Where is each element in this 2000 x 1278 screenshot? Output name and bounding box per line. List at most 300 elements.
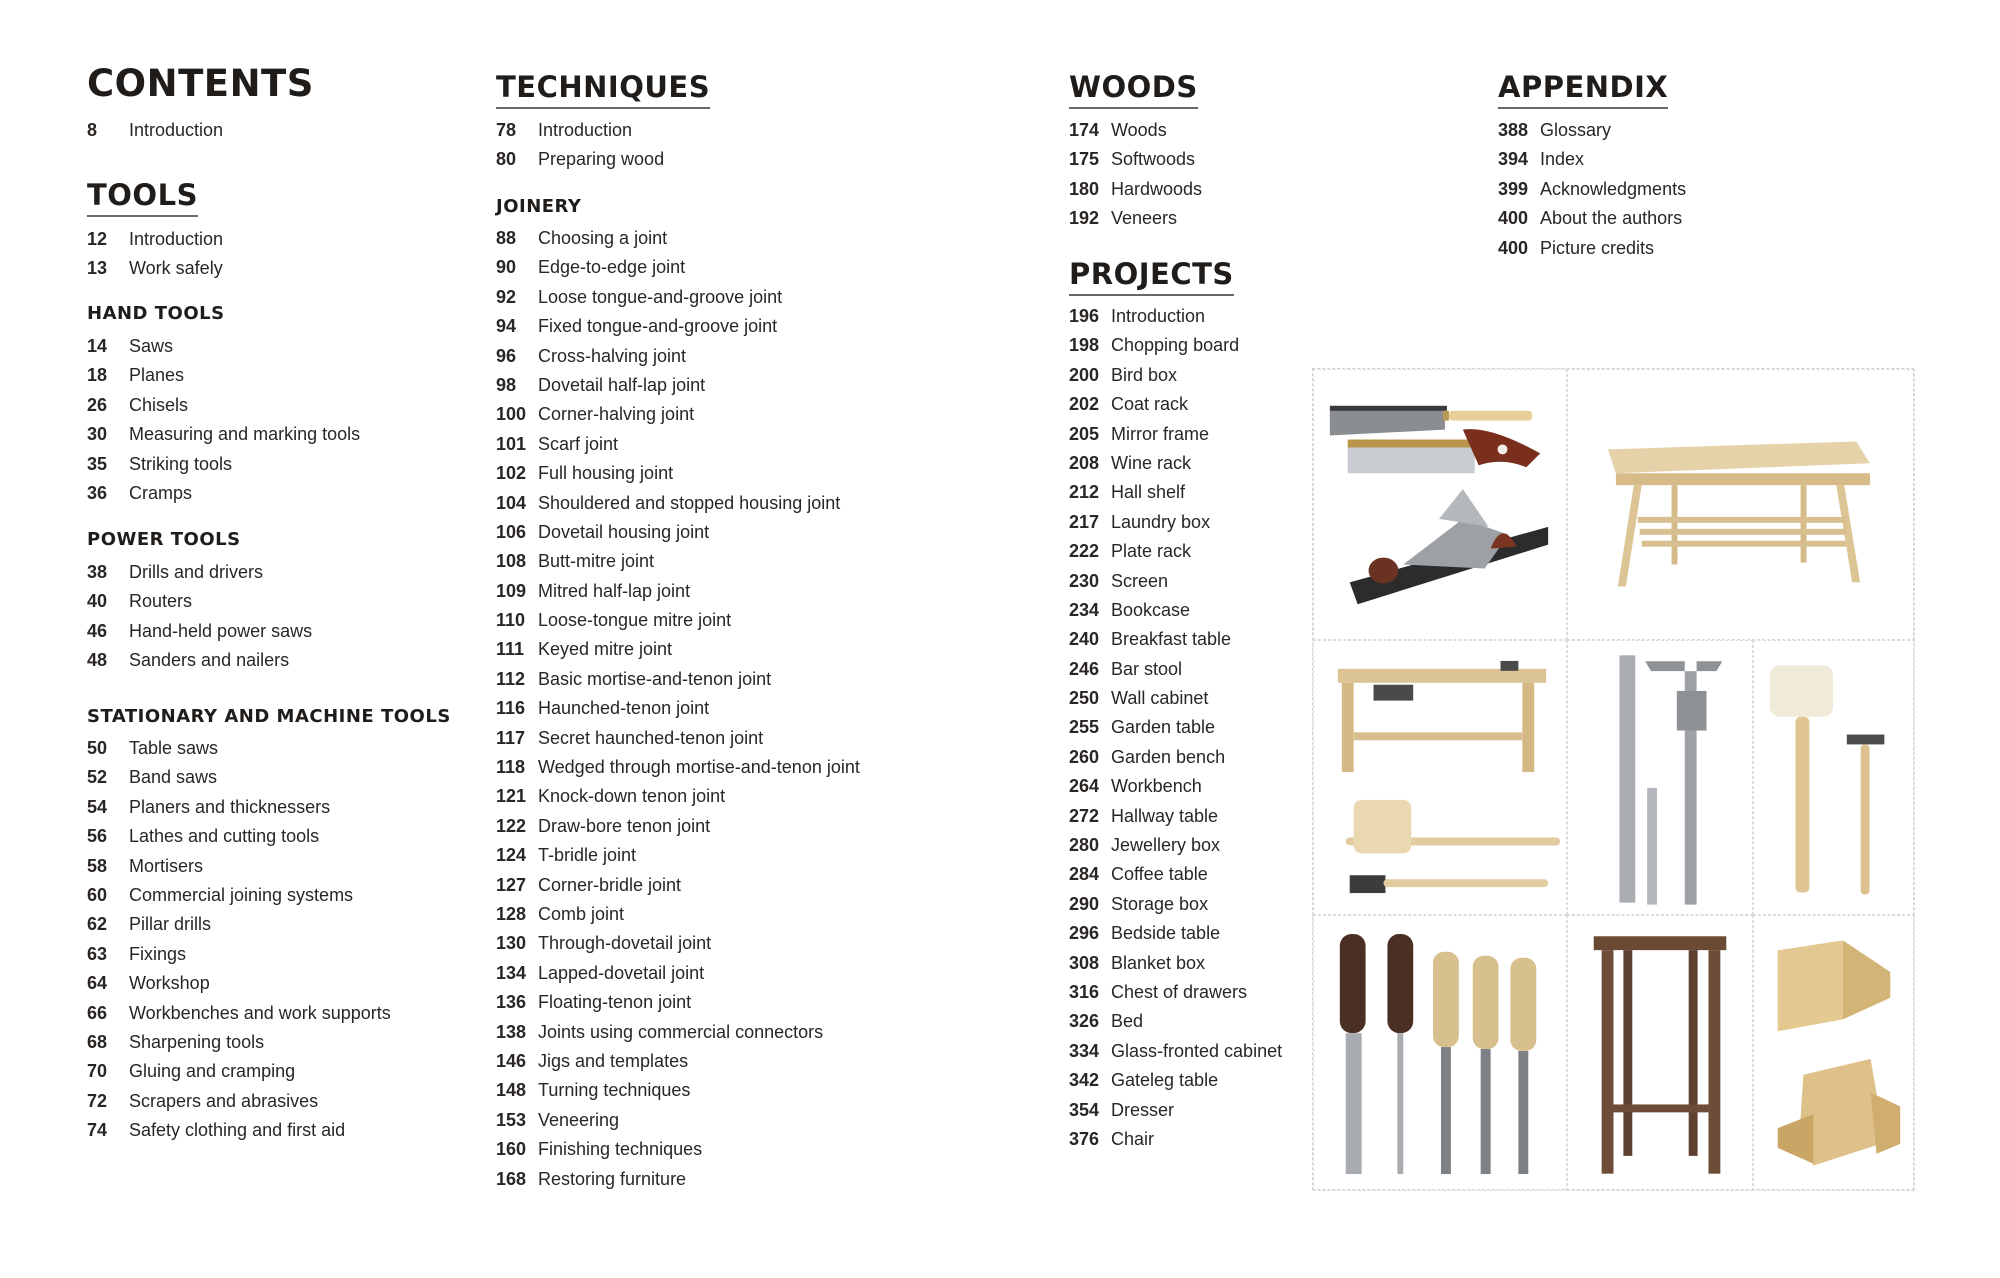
entry-label: Hallway table (1111, 805, 1219, 826)
page-number: 400 (1498, 237, 1529, 258)
toc-entry (1069, 537, 1282, 566)
entry-label: Measuring and marking tools (129, 424, 361, 445)
entry-label: Knock-down tenon joint (538, 786, 726, 807)
toc-entry (496, 812, 860, 841)
entry-label: Dovetail half-lap joint (538, 374, 706, 395)
page-number: 46 (87, 620, 108, 641)
page-number: 101 (496, 433, 527, 454)
toc-entry (496, 342, 860, 371)
page-number: 74 (87, 1120, 108, 1141)
entry-label: Planes (129, 365, 185, 386)
entry-label: Chisels (129, 394, 189, 415)
page-number: 54 (87, 796, 108, 817)
toc-entry (496, 400, 860, 429)
page-number: 205 (1069, 423, 1100, 444)
entry-label: Bird box (1111, 364, 1178, 385)
entry-label: Restoring furniture (538, 1168, 687, 1189)
halving-joint-image (1753, 915, 1915, 1191)
toc-entry (496, 1135, 860, 1164)
entry-label: Preparing wood (538, 149, 665, 170)
page-number: 40 (87, 591, 108, 612)
page-number: 56 (87, 826, 108, 847)
projects-list (1069, 302, 1282, 1154)
entry-label: Comb joint (538, 903, 625, 924)
toc-entry (87, 332, 360, 361)
entry-label: Sanders and nailers (129, 650, 290, 671)
toc-entry (1498, 116, 1686, 145)
joinery-list (496, 224, 860, 1194)
page-number: 18 (87, 365, 108, 386)
toc-entry (496, 547, 860, 576)
page-number: 70 (87, 1061, 108, 1082)
photo-grid (1312, 368, 1914, 1190)
toc-entry (1069, 978, 1282, 1007)
entry-label: Veneers (1111, 208, 1178, 229)
entry-label: Drills and drivers (129, 562, 264, 582)
toc-entry (87, 999, 391, 1028)
entry-label: Jigs and templates (538, 1050, 689, 1071)
page-number: 354 (1069, 1099, 1100, 1120)
techniques-intro-list (496, 116, 664, 175)
entry-label: Screen (1111, 570, 1169, 591)
page-number: 136 (496, 992, 527, 1013)
toc-entry (1498, 175, 1686, 204)
toc-entry (1069, 449, 1282, 478)
page-number: 98 (496, 374, 517, 395)
page-number: 128 (496, 903, 527, 924)
page-number: 200 (1069, 364, 1100, 385)
entry-label: Mirror frame (1111, 423, 1209, 444)
toc-entry (496, 145, 664, 174)
entry-label: Blanket box (1111, 952, 1206, 973)
page-number: 110 (496, 610, 526, 631)
entry-label: Floating-tenon joint (538, 992, 692, 1013)
page-number: 36 (87, 482, 108, 503)
rule-and-calipers-image (1567, 640, 1753, 915)
entry-label: Dovetail housing joint (538, 521, 710, 542)
entry-label: Shouldered and stopped housing joint (538, 492, 841, 513)
page-number: 146 (496, 1050, 527, 1071)
toc-entry (87, 646, 312, 675)
entry-label: Joints using commercial connectors (538, 1021, 824, 1042)
entry-label: Gluing and cramping (129, 1061, 296, 1082)
contents-title: CONTENTS (87, 62, 314, 105)
toc-entry (1069, 949, 1282, 978)
toc-entry (496, 753, 860, 782)
page-number: 296 (1069, 923, 1100, 944)
power-tools-heading: POWER TOOLS (87, 529, 241, 550)
page-number: 88 (496, 228, 517, 248)
page-number: 121 (496, 786, 527, 807)
page-number: 399 (1498, 178, 1529, 199)
page-number: 58 (87, 855, 108, 876)
stool-icon (1568, 916, 1752, 1190)
page-number: 153 (496, 1109, 527, 1130)
page-number: 290 (1069, 893, 1100, 914)
joint-icon (1754, 916, 1914, 1190)
page-number: 280 (1069, 835, 1100, 856)
entry-label: Workbench (1111, 776, 1202, 797)
page-number: 112 (496, 668, 526, 689)
bar-stool-image (1567, 915, 1753, 1191)
toc-entry (496, 1047, 860, 1076)
toc-entry (87, 254, 223, 283)
entry-label: Lapped-dovetail joint (538, 962, 705, 983)
page-number: 96 (496, 345, 517, 366)
page-number: 118 (496, 757, 526, 778)
tools-title: TOOLS (87, 178, 198, 217)
page-number: 64 (87, 973, 108, 994)
toc-entry (87, 763, 391, 792)
toc-entry (496, 665, 860, 694)
toc-entry (1069, 302, 1282, 331)
entry-label: Cross-halving joint (538, 345, 687, 366)
entry-label: Softwoods (1111, 149, 1196, 170)
page-number: 13 (87, 258, 108, 279)
page-number: 234 (1069, 599, 1100, 620)
toc-entry (496, 489, 860, 518)
toc-entry (1069, 478, 1282, 507)
toc-entry (87, 910, 391, 939)
entry-label: Laundry box (1111, 511, 1211, 532)
toc-entry (496, 283, 860, 312)
entry-label: Table saws (129, 738, 219, 758)
entry-label: Scrapers and abrasives (129, 1090, 319, 1111)
entry-label: Full housing joint (538, 463, 674, 484)
mallet-icon (1754, 641, 1914, 914)
page-number: 376 (1069, 1128, 1100, 1149)
woods-list (1069, 116, 1202, 234)
page-number: 222 (1069, 541, 1100, 562)
tools-intro-list (87, 225, 223, 284)
page-number: 326 (1069, 1011, 1100, 1032)
toc-entry (1069, 743, 1282, 772)
entry-label: Fixed tongue-and-groove joint (538, 316, 778, 337)
toc-entry (1069, 596, 1282, 625)
entry-label: Jewellery box (1111, 835, 1221, 856)
entry-label: Cramps (129, 482, 193, 503)
toc-entry (496, 253, 860, 282)
mallet-and-hammer-image (1753, 640, 1915, 915)
page-number: 72 (87, 1090, 108, 1111)
toc-entry (496, 606, 860, 635)
toc-entry (87, 852, 391, 881)
entry-label: Wedged through mortise-and-tenon joint (538, 757, 860, 778)
ruler-icon (1568, 641, 1752, 914)
entry-label: Band saws (129, 767, 218, 788)
entry-label: Fixings (129, 943, 187, 964)
saw-and-plane-image (1313, 369, 1567, 640)
toc-entry (1069, 1125, 1282, 1154)
toc-entry (1498, 204, 1686, 233)
page-number: 272 (1069, 805, 1100, 826)
page-number: 8 (87, 120, 98, 140)
contents-intro-list (87, 116, 223, 145)
entry-label: Mitred half-lap joint (538, 580, 691, 601)
toc-entry (87, 881, 391, 910)
toc-entry (1498, 234, 1686, 263)
toc-entry (1498, 145, 1686, 174)
entry-label: Secret haunched-tenon joint (538, 727, 764, 748)
toc-entry (1069, 361, 1282, 390)
page-number: 130 (496, 933, 527, 954)
toc-entry (1069, 567, 1282, 596)
workbench-and-mallet-image (1313, 640, 1567, 915)
page-number: 38 (87, 562, 108, 582)
page-number: 202 (1069, 394, 1100, 415)
entry-label: Wall cabinet (1111, 688, 1209, 709)
toc-entry (1069, 331, 1282, 360)
entry-label: Commercial joining systems (129, 884, 354, 905)
page-number: 230 (1069, 570, 1100, 591)
page-number: 48 (87, 650, 108, 671)
entry-label: Lathes and cutting tools (129, 826, 320, 847)
entry-label: Introduction (1111, 306, 1206, 326)
toc-entry (1069, 390, 1282, 419)
toc-entry (496, 900, 860, 929)
toc-entry (496, 1018, 860, 1047)
page-number: 217 (1069, 511, 1100, 532)
toc-entry (1069, 1096, 1282, 1125)
toc-entry (1069, 1066, 1282, 1095)
toc-entry (496, 1106, 860, 1135)
page-number: 124 (496, 845, 527, 866)
page-number: 117 (496, 727, 526, 748)
entry-label: Glass-fronted cabinet (1111, 1040, 1283, 1061)
entry-label: Workbenches and work supports (129, 1002, 391, 1023)
page-number: 94 (496, 316, 517, 337)
page-number: 240 (1069, 629, 1100, 650)
toc-entry (1069, 831, 1282, 860)
toc-entry (87, 822, 391, 851)
page-number: 175 (1069, 149, 1100, 170)
toc-entry (496, 116, 664, 145)
toc-entry (1069, 919, 1282, 948)
entry-label: Loose tongue-and-groove joint (538, 286, 783, 307)
toc-entry (87, 969, 391, 998)
entry-label: Striking tools (129, 453, 233, 474)
toc-entry (496, 782, 860, 811)
joinery-heading: JOINERY (496, 196, 582, 217)
toc-entry (87, 1057, 391, 1086)
page-number: 168 (496, 1168, 527, 1189)
toc-entry (87, 450, 360, 479)
entry-label: Acknowledgments (1540, 178, 1687, 199)
page-number: 12 (87, 229, 108, 249)
page-number: 255 (1069, 717, 1100, 738)
toc-entry (496, 518, 860, 547)
toc-entry (87, 1028, 391, 1057)
toc-entry (1069, 116, 1202, 145)
coffee-table-image (1567, 369, 1915, 640)
toc-entry (87, 940, 391, 969)
page-number: 342 (1069, 1070, 1100, 1091)
toc-entry (1069, 204, 1202, 233)
toc-entry (496, 871, 860, 900)
page-number: 134 (496, 962, 527, 983)
page-number: 388 (1498, 120, 1529, 140)
entry-label: Glossary (1540, 120, 1612, 140)
toc-entry (496, 1165, 860, 1194)
entry-label: Bar stool (1111, 658, 1183, 679)
entry-label: Bookcase (1111, 599, 1191, 620)
toc-entry (496, 988, 860, 1017)
toc-entry (496, 929, 860, 958)
page-number: 192 (1069, 208, 1100, 229)
entry-label: Finishing techniques (538, 1139, 703, 1160)
page-number: 180 (1069, 178, 1100, 199)
toc-entry (87, 1087, 391, 1116)
entry-label: Pillar drills (129, 914, 212, 935)
entry-label: Bed (1111, 1011, 1144, 1032)
toc-entry (1069, 890, 1282, 919)
entry-label: Safety clothing and first aid (129, 1120, 346, 1141)
entry-label: About the authors (1540, 208, 1683, 229)
entry-label: Basic mortise-and-tenon joint (538, 668, 772, 689)
hand-tools-list (87, 332, 360, 508)
toc-entry (1069, 802, 1282, 831)
page-number: 284 (1069, 864, 1100, 885)
toc-entry (496, 224, 860, 253)
page-number: 66 (87, 1002, 108, 1023)
toc-entry (496, 959, 860, 988)
toc-entry (1069, 772, 1282, 801)
toc-entry (1069, 145, 1202, 174)
entry-label: Introduction (538, 120, 633, 140)
toc-entry (1069, 713, 1282, 742)
toc-entry (87, 793, 391, 822)
entry-label: Haunched-tenon joint (538, 698, 710, 719)
entry-label: Wine rack (1111, 452, 1192, 473)
page-number: 127 (496, 874, 527, 895)
entry-label: Hand-held power saws (129, 620, 313, 641)
entry-label: T-bridle joint (538, 845, 637, 866)
toc-entry (87, 617, 312, 646)
page-number: 78 (496, 120, 517, 140)
entry-label: Chair (1111, 1128, 1155, 1149)
stationary-tools-heading: STATIONARY AND MACHINE TOOLS (87, 706, 451, 727)
entry-label: Edge-to-edge joint (538, 257, 686, 278)
page-number: 90 (496, 257, 517, 278)
page-number: 394 (1498, 149, 1529, 170)
entry-label: Coffee table (1111, 864, 1208, 885)
toc-entry (87, 558, 312, 587)
entry-label: Picture credits (1540, 237, 1655, 258)
page-number: 68 (87, 1031, 108, 1052)
entry-label: Scarf joint (538, 433, 619, 454)
entry-label: Draw-bore tenon joint (538, 815, 711, 836)
entry-label: Choosing a joint (538, 228, 668, 248)
page-number: 92 (496, 286, 517, 307)
entry-label: Turning techniques (538, 1080, 691, 1101)
entry-label: Veneering (538, 1109, 620, 1130)
entry-label: Sharpening tools (129, 1031, 265, 1052)
page-number: 80 (496, 149, 517, 170)
toc-entry (1069, 175, 1202, 204)
toc-entry (1069, 860, 1282, 889)
entry-label: Introduction (129, 229, 224, 249)
page-number: 174 (1069, 120, 1100, 140)
page-number: 100 (496, 404, 527, 425)
entry-label: Through-dovetail joint (538, 933, 712, 954)
page-number: 260 (1069, 746, 1100, 767)
entry-label: Chopping board (1111, 335, 1240, 356)
entry-label: Hardwoods (1111, 178, 1203, 199)
toc-entry (1069, 1007, 1282, 1036)
toc-entry (87, 1116, 391, 1145)
page-number: 160 (496, 1139, 527, 1160)
projects-title: PROJECTS (1069, 257, 1234, 296)
toc-entry (496, 430, 860, 459)
stationary-tools-list (87, 734, 391, 1145)
page-number: 50 (87, 738, 108, 758)
page-number: 400 (1498, 208, 1529, 229)
page-number: 264 (1069, 776, 1100, 797)
entry-label: Hall shelf (1111, 482, 1186, 503)
page-number: 212 (1069, 482, 1100, 503)
toc-entry (496, 459, 860, 488)
entry-label: Planers and thicknessers (129, 796, 331, 817)
toc-entry (87, 116, 223, 145)
page-number: 198 (1069, 335, 1100, 356)
chisel-icon (1314, 916, 1566, 1190)
power-tools-list (87, 558, 312, 676)
page-number: 196 (1069, 306, 1100, 326)
toc-entry (87, 479, 360, 508)
toc-entry (496, 371, 860, 400)
page-number: 308 (1069, 952, 1100, 973)
toc-entry (87, 420, 360, 449)
entry-label: Breakfast table (1111, 629, 1232, 650)
entry-label: Corner-halving joint (538, 404, 695, 425)
entry-label: Garden table (1111, 717, 1216, 738)
appendix-list (1498, 116, 1686, 263)
toc-entry (1069, 508, 1282, 537)
entry-label: Corner-bridle joint (538, 874, 682, 895)
workbench-icon (1314, 641, 1566, 914)
entry-label: Butt-mitre joint (538, 551, 655, 572)
page-number: 60 (87, 884, 108, 905)
page-number: 104 (496, 492, 527, 513)
entry-label: Chest of drawers (1111, 981, 1248, 1002)
toc-entry (496, 1076, 860, 1105)
entry-label: Keyed mitre joint (538, 639, 673, 660)
page-number: 246 (1069, 658, 1100, 679)
page-number: 63 (87, 943, 108, 964)
page-number: 250 (1069, 688, 1100, 709)
page-number: 102 (496, 463, 527, 484)
toc-entry (1069, 625, 1282, 654)
entry-label: Introduction (129, 120, 224, 140)
chisels-image (1313, 915, 1567, 1191)
page-number: 138 (496, 1021, 527, 1042)
page-number: 334 (1069, 1040, 1100, 1061)
appendix-title: APPENDIX (1498, 70, 1668, 109)
page-number: 52 (87, 767, 108, 788)
page-number: 116 (496, 698, 526, 719)
toc-entry (496, 312, 860, 341)
page-number: 111 (496, 639, 525, 660)
toc-entry (1069, 655, 1282, 684)
page-number: 109 (496, 580, 527, 601)
entry-label: Garden bench (1111, 746, 1226, 767)
entry-label: Woods (1111, 120, 1167, 140)
page-number: 316 (1069, 981, 1100, 1002)
entry-label: Workshop (129, 973, 210, 994)
entry-label: Storage box (1111, 893, 1209, 914)
table-icon (1568, 370, 1914, 639)
toc-entry (496, 724, 860, 753)
